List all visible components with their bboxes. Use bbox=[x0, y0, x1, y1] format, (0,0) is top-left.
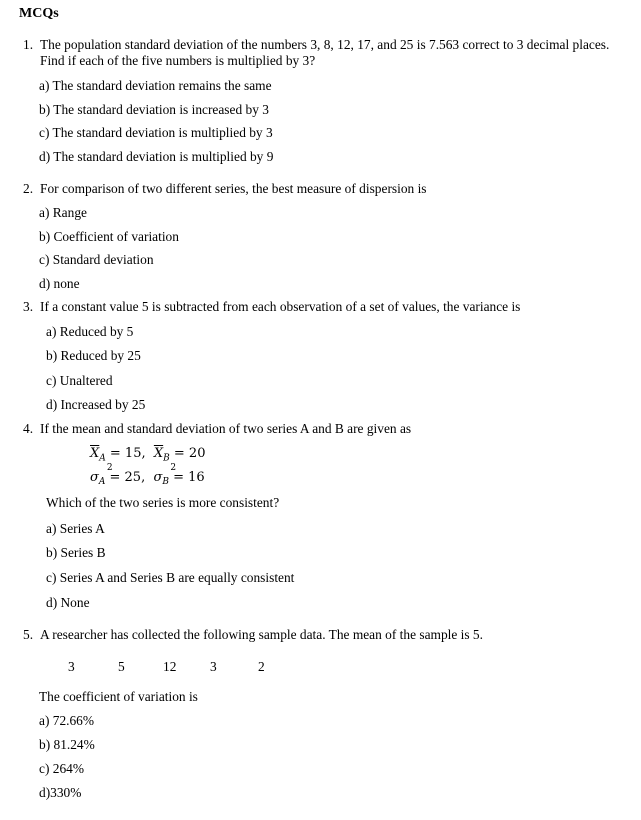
answer-option: c) 264% bbox=[39, 761, 84, 776]
data-value: 2 bbox=[258, 659, 265, 674]
answer-option: b) Coefficient of variation bbox=[39, 229, 179, 244]
answer-option: a) Series A bbox=[46, 521, 105, 536]
question-number: 4. bbox=[23, 421, 34, 436]
question-number: 5. bbox=[23, 627, 34, 642]
question-subtext: The coefficient of variation is bbox=[39, 689, 198, 704]
data-value: 3 bbox=[210, 659, 217, 674]
data-value: 12 bbox=[163, 659, 177, 674]
answer-option: b) 81.24% bbox=[39, 737, 95, 752]
answer-option: d) The standard deviation is multiplied by 9 bbox=[39, 149, 274, 164]
question-number: 2. bbox=[23, 181, 34, 196]
data-value: 5 bbox=[118, 659, 125, 674]
question-text: If a constant value 5 is subtracted from each observation of a set of values, the variance is bbox=[40, 299, 521, 314]
answer-option: d) Increased by 25 bbox=[46, 397, 146, 412]
question-text: A researcher has collected the following sample data. The mean of the sample is 5. bbox=[40, 627, 483, 642]
variance-equation: $\sigma_A$ 2 = 25, $\sigma_B$ 2 = 16 bbox=[90, 463, 205, 487]
answer-option: b) Series B bbox=[46, 545, 106, 560]
mean-equation: $\overline{X}_A = 15$, $\overline{X}_B = 20$ bbox=[90, 446, 206, 464]
answer-option: b) The standard deviation is increased by 3 bbox=[39, 102, 269, 117]
question-text: The population standard deviation of the numbers 3, 8, 12, 17, and 25 is 7.563 correct to 3 decimal places. Find if each of the five numbers is multiplied by 3? bbox=[40, 37, 610, 68]
answer-option: c) The standard deviation is multiplied by 3 bbox=[39, 125, 273, 140]
question-subtext: Which of the two series is more consistent? bbox=[46, 495, 280, 510]
answer-option: c) Series A and Series B are equally consistent bbox=[46, 570, 295, 585]
answer-option: d)330% bbox=[39, 785, 82, 800]
answer-option: a) Reduced by 5 bbox=[46, 324, 134, 339]
question-text: For comparison of two different series, the best measure of dispersion is bbox=[40, 181, 427, 196]
answer-option: c) Unaltered bbox=[46, 373, 113, 388]
question-text: If the mean and standard deviation of two series A and B are given as bbox=[40, 421, 412, 436]
answer-option: b) Reduced by 25 bbox=[46, 348, 141, 363]
question-number: 3. bbox=[23, 299, 34, 314]
answer-option: a) 72.66% bbox=[39, 713, 95, 728]
answer-option: d) none bbox=[39, 276, 80, 291]
answer-option: a) Range bbox=[39, 205, 87, 220]
question-number: 1. bbox=[23, 37, 34, 52]
page-title: MCQs bbox=[19, 6, 59, 21]
data-value: 3 bbox=[68, 659, 75, 674]
answer-option: a) The standard deviation remains the same bbox=[39, 78, 272, 93]
answer-option: d) None bbox=[46, 595, 90, 610]
answer-option: c) Standard deviation bbox=[39, 252, 154, 267]
